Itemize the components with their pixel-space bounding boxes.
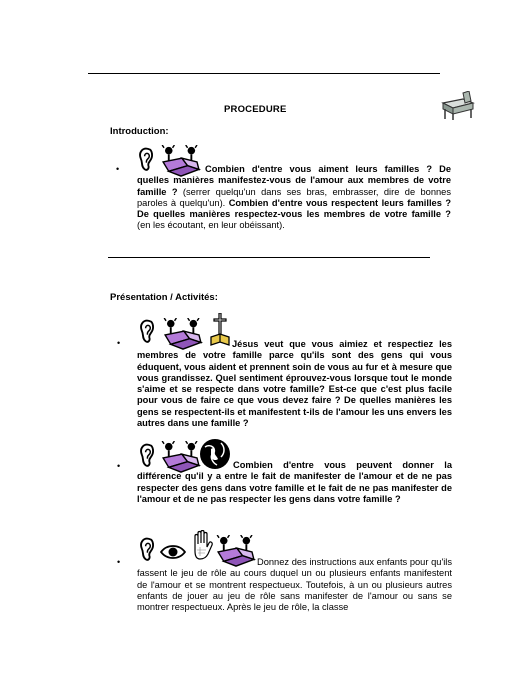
activity-3-bullet: • — [117, 557, 121, 567]
intro-question-2: Combien d'entre vous respectent leurs familles ? De quelles manières respectez-vous les membres de votre famille ? — [137, 197, 451, 220]
intro-question-1: Combien d'entre vous aiment leurs familles ? De quelles manières manifestez-vous de l'amour aux membres de votre famille ? — [137, 164, 451, 197]
section-divider — [108, 257, 430, 258]
intro-paragraph — [137, 164, 451, 232]
activity-3-text: Donnez des instructions aux enfants pour qu'ils fassent le jeu de rôle au cours duquel un ou plusieurs enfants manifestent de l'amour et se montrent respectueux. Toutefois, à un ou plusieurs autres enfants de jouer au jeu de rôle sans manifester de l'amour ou sans se montrer respectueux. Après le jeu de rôle, la classe — [137, 557, 452, 613]
desk-icon — [441, 91, 475, 121]
intro-heading: Introduction: — [110, 126, 169, 137]
hand-icon — [191, 530, 213, 560]
activity-2-text: Combien d'entre vous peuvent donner la différence qu'il y a entre le fait de manifester de l'amour et de ne pas respecter des gens dans votre famille et le fait de ne pas manifester de l'amour et de ne pas respecter les gens dans votre famille ? — [137, 460, 452, 504]
activity-2-paragraph — [137, 460, 452, 505]
intro-answer-1: (serrer quelqu'un dans ses bras, embrasser, dire de bonnes paroles à quelqu'un). — [137, 186, 451, 208]
activity-1-paragraph — [137, 339, 452, 429]
activity-2-bullet: • — [117, 461, 121, 471]
activity-1-bullet: • — [117, 338, 121, 348]
page-title: PROCEDURE — [224, 104, 287, 115]
activity-1-text: Jésus veut que vous aimiez et respectiez les membres de votre famille parce qu'ils sont des gens qui vous éduquent, vous aident et prennent soin de vous au fur et à mesure que vous grandissez. Quel sentiment éprouvez-vous lorsque tout le monde s'aime et se respecte dans votre famille? Est-ce que c'est plus facile pour vous de faire ce que vous devez faire ? De quelles manières les gens se respectent-ils et manifestent t-ils de l'amour les uns envers les autres dans une famille ? — [137, 339, 452, 429]
activities-heading: Présentation / Activités: — [110, 292, 218, 303]
intro-bullet: • — [116, 164, 120, 174]
intro-answer-2: (en les écoutant, en leur obéissant). — [137, 220, 285, 231]
activity-3-paragraph — [137, 557, 452, 613]
top-divider — [88, 73, 440, 74]
